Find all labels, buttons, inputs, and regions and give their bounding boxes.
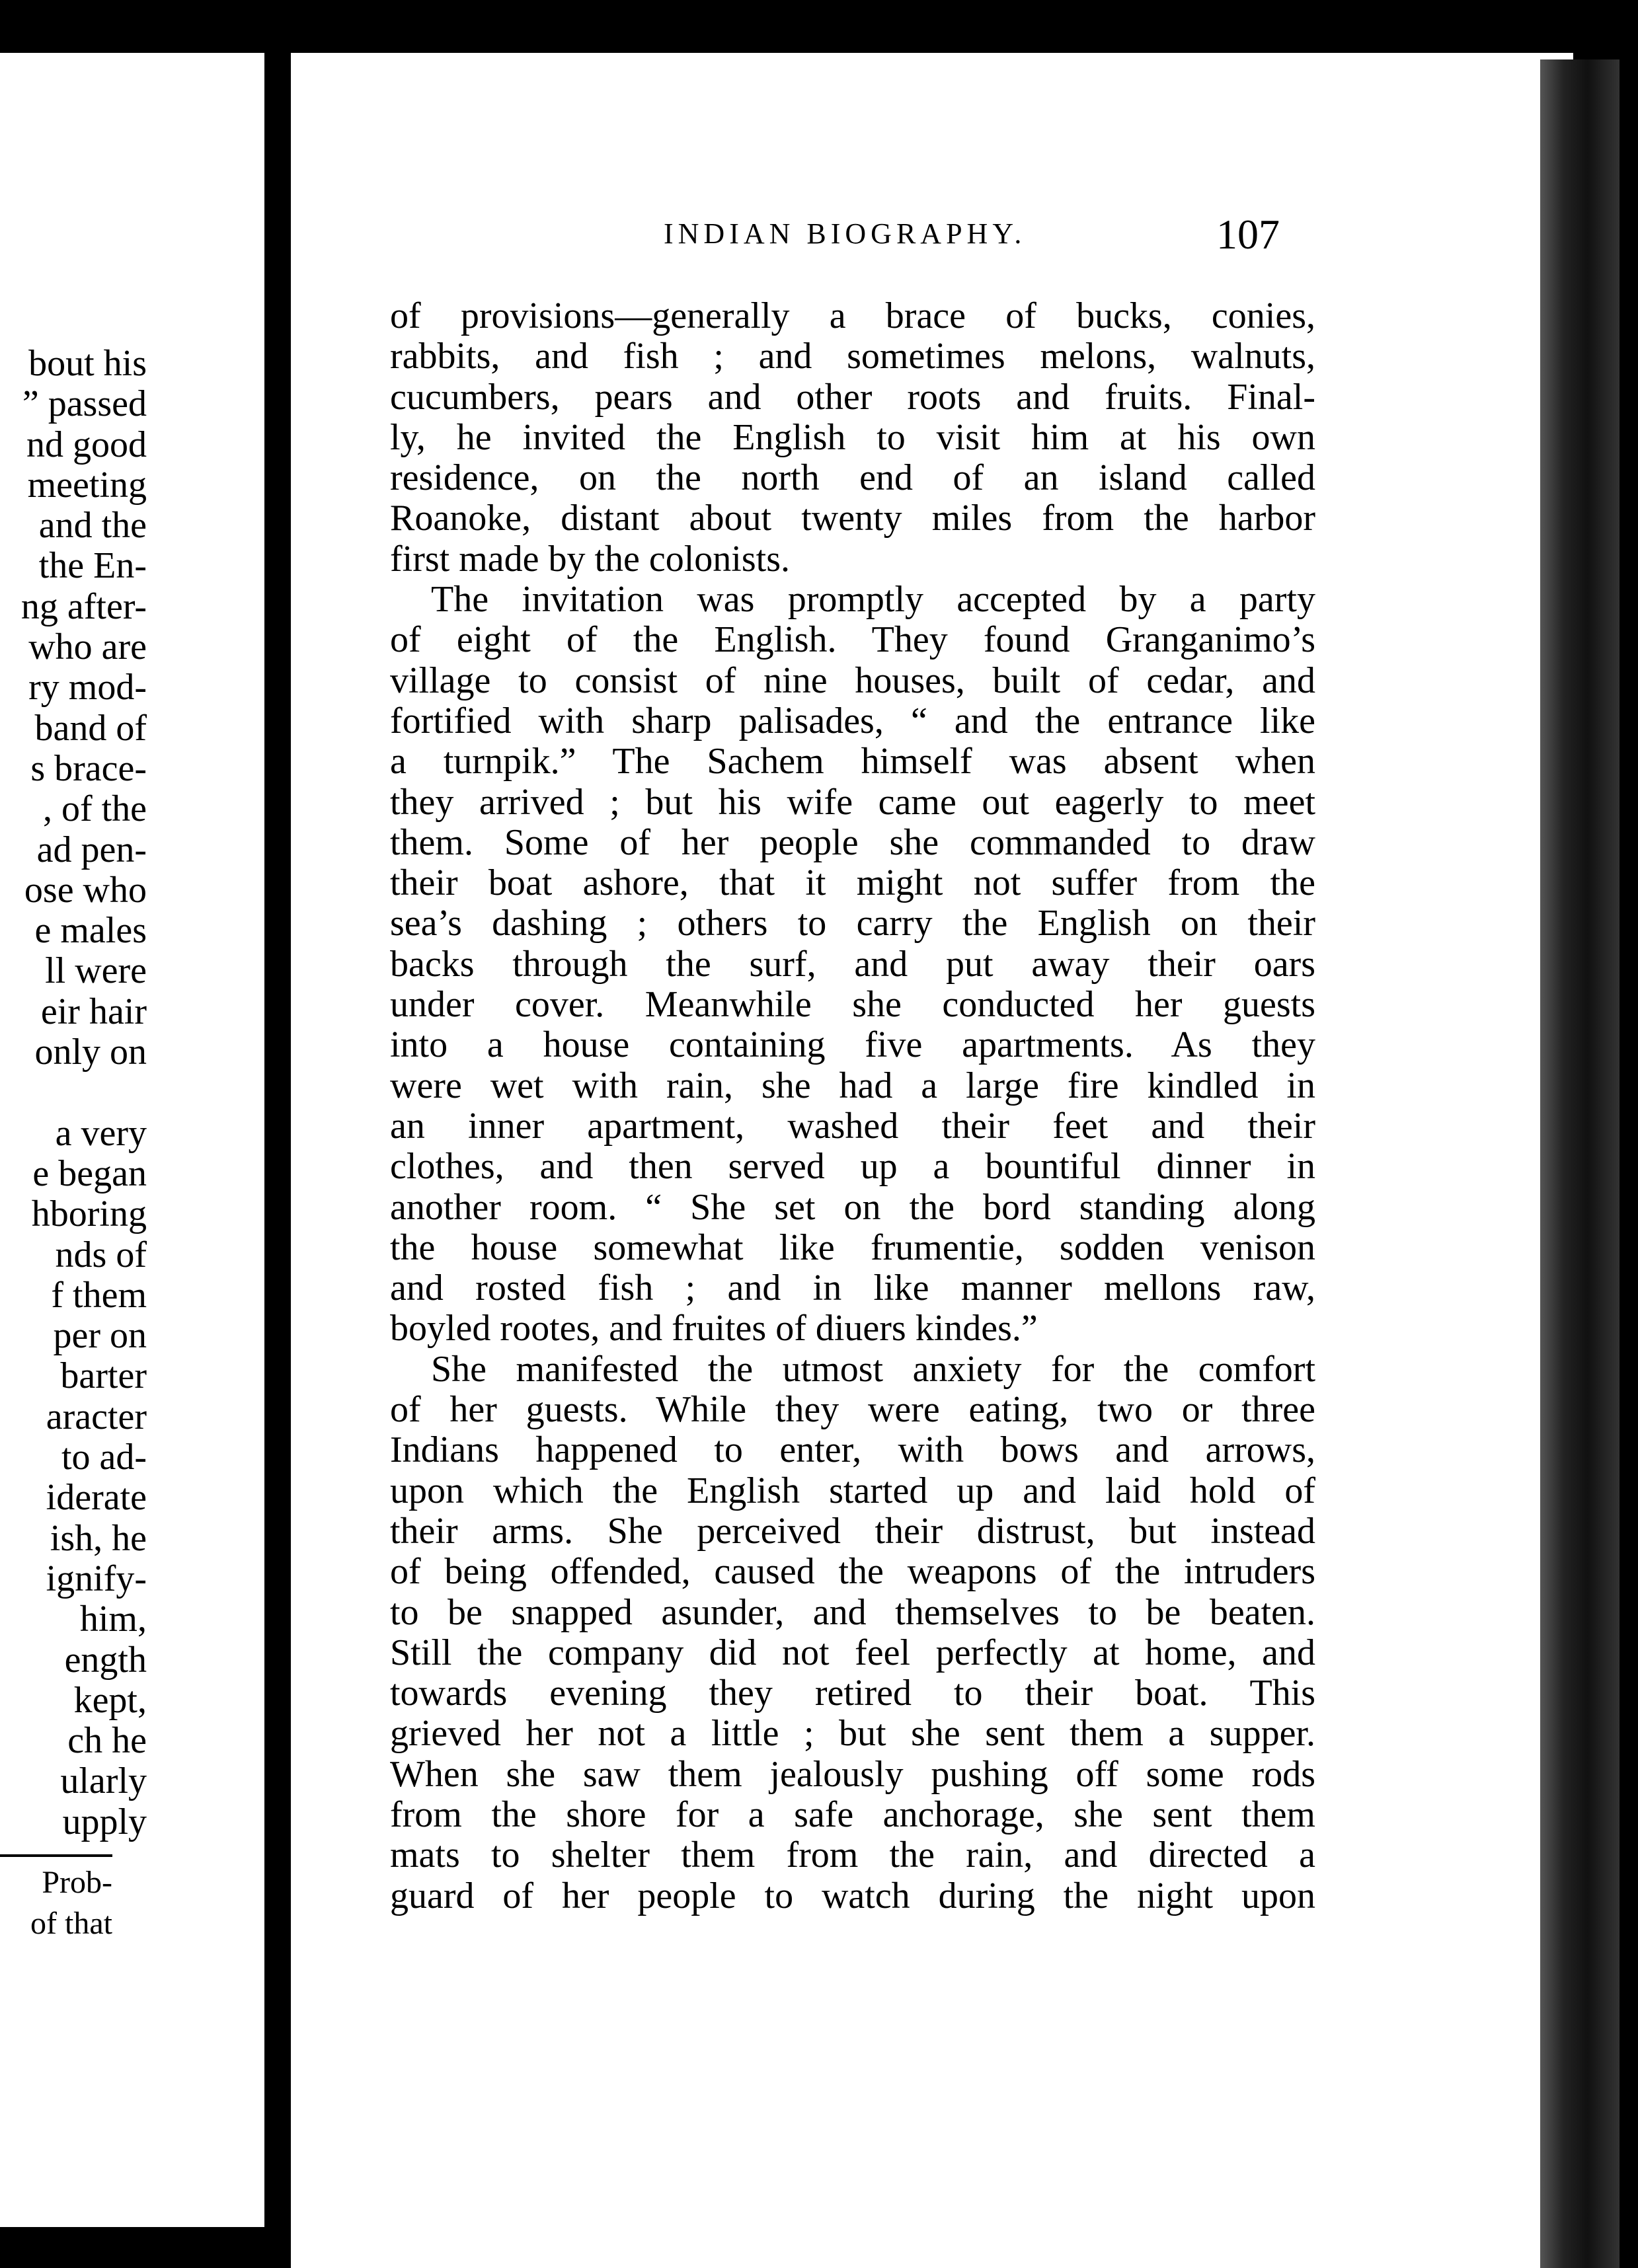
text-line: their arms. She perceived their distrust, but instead <box>390 1510 1315 1552</box>
text-line: grieved her not a little ; but she sent them a supper. <box>390 1713 1315 1755</box>
text-line: their boat ashore, that it might not suffer from the <box>390 862 1315 904</box>
left-page-line: per on <box>53 1315 147 1357</box>
left-page-line: ignify- <box>46 1558 147 1599</box>
text-line: She manifested the utmost anxiety for the comfort <box>431 1348 1315 1390</box>
left-page-line: band of <box>34 707 147 749</box>
text-line: a turnpik.” The Sachem himself was absent when <box>390 741 1315 782</box>
text-line: Roanoke, distant about twenty miles from the harbor <box>390 498 1315 539</box>
left-page-line: iderate <box>46 1477 147 1519</box>
text-line: into a house containing five apartments. As they <box>390 1024 1315 1066</box>
left-page-line: eir hair <box>40 991 147 1032</box>
left-page-line <box>0 1073 147 1113</box>
left-page-line: barter <box>60 1355 147 1397</box>
text-line: ly, he invited the English to visit him at his own <box>390 416 1315 458</box>
text-line: fortified with sharp palisades, “ and the entrance like <box>390 700 1315 741</box>
left-page-line: to ad- <box>61 1437 147 1478</box>
left-page-line: and the <box>38 505 147 547</box>
left-page-line: a very <box>55 1112 147 1154</box>
text-line: boyled rootes, and fruites of diuers kindes.” <box>390 1308 1038 1349</box>
paragraph <box>390 580 1315 1349</box>
left-page-line: aracter <box>46 1396 147 1437</box>
left-page-line: ” passed <box>22 383 147 425</box>
text-line: were wet with rain, she had a large fire kindled in <box>390 1065 1315 1106</box>
text-line: upon which the English started up and laid hold of <box>390 1470 1315 1511</box>
text-line: of being offended, caused the weapons of the intruders <box>390 1551 1315 1593</box>
left-footnote-line: of that <box>30 1906 112 1941</box>
left-page-line: , of the <box>42 788 147 830</box>
text-line: guard of her people to watch during the night upon <box>390 1875 1315 1916</box>
text-line: from the shore for a safe anchorage, she sent them <box>390 1794 1315 1835</box>
book-gutter <box>264 40 291 2234</box>
text-line: sea’s dashing ; others to carry the English on their <box>390 903 1315 944</box>
left-page-line: nds of <box>55 1234 147 1275</box>
text-line: clothes, and then served up a bountiful dinner in <box>390 1146 1315 1188</box>
left-page-line: the En- <box>38 545 147 587</box>
text-line: Indians happened to enter, with bows and arrows, <box>390 1429 1315 1471</box>
text-line: another room. “ She set on the bord standing along <box>390 1186 1315 1228</box>
left-page-line: ularly <box>60 1760 147 1802</box>
left-page-line: ch he <box>67 1720 147 1762</box>
text-line: the house somewhat like frumentie, sodden venison <box>390 1227 1315 1268</box>
paragraph <box>390 1349 1315 1916</box>
left-page-text <box>0 344 147 1842</box>
text-line: of provisions—generally a brace of bucks, conies, <box>390 295 1315 336</box>
text-line: towards evening they retired to their boat. This <box>390 1673 1315 1714</box>
text-line: them. Some of her people she commanded to draw <box>390 821 1315 863</box>
body-text <box>390 296 1315 1916</box>
left-page-line: ad pen- <box>36 829 147 870</box>
left-page-footnote <box>0 1862 112 1944</box>
text-line: residence, on the north end of an island called <box>390 457 1315 499</box>
paragraph <box>390 296 1315 580</box>
left-facing-page <box>0 53 271 2227</box>
page-edges <box>1540 59 1619 2268</box>
left-footnote-line: Prob- <box>42 1865 112 1900</box>
page-number: 107 <box>1216 211 1280 258</box>
text-line: village to consist of nine houses, built of cedar, and <box>390 660 1315 701</box>
text-line: When she saw them jealously pushing off some rods <box>390 1753 1315 1795</box>
left-page-line: only on <box>34 1032 147 1073</box>
left-page-line: e began <box>32 1153 147 1194</box>
left-page-line: hboring <box>31 1193 147 1235</box>
left-page-line: kept, <box>73 1679 147 1721</box>
left-page-line: him, <box>79 1599 147 1640</box>
running-head: INDIAN BIOGRAPHY. <box>664 217 1027 250</box>
left-page-line: e males <box>34 910 147 952</box>
text-line: under cover. Meanwhile she conducted her guests <box>390 984 1315 1026</box>
left-page-line: bout his <box>28 343 147 384</box>
left-page-line: ll were <box>45 950 147 992</box>
left-page-line: upply <box>62 1801 147 1842</box>
left-page-line: meeting <box>27 464 147 506</box>
text-line: cucumbers, pears and other roots and fruits. Final- <box>390 376 1315 418</box>
text-line: and rosted fish ; and in like manner mellons raw, <box>390 1267 1315 1309</box>
text-line: mats to shelter them from the rain, and directed a <box>390 1834 1315 1876</box>
left-page-line: ish, he <box>50 1517 147 1559</box>
text-line: of eight of the English. They found Granganimo’s <box>390 619 1315 661</box>
text-line: first made by the colonists. <box>390 538 791 580</box>
left-page-line: ose who <box>24 869 147 911</box>
left-page-line: ry mod- <box>28 667 147 708</box>
text-line: rabbits, and fish ; and sometimes melons, walnuts, <box>390 336 1315 377</box>
left-page-line: s brace- <box>30 747 147 789</box>
left-page-line: nd good <box>26 424 147 465</box>
left-page-line: ength <box>64 1639 147 1681</box>
left-page-line: who are <box>28 626 147 668</box>
text-line: backs through the surf, and put away their oars <box>390 943 1315 985</box>
text-line: to be snapped asunder, and themselves to be beaten. <box>390 1591 1315 1633</box>
text-line: Still the company did not feel perfectly at home, and <box>390 1632 1315 1673</box>
left-page-line: ng after- <box>20 586 147 627</box>
text-line: an inner apartment, washed their feet and their <box>390 1105 1315 1147</box>
text-line: they arrived ; but his wife came out eagerly to meet <box>390 781 1315 823</box>
footnote-rule <box>0 1854 112 1857</box>
text-line: of her guests. While they were eating, two or three <box>390 1389 1315 1431</box>
left-page-line: f them <box>51 1274 147 1316</box>
text-line: The invitation was promptly accepted by a party <box>431 579 1315 621</box>
